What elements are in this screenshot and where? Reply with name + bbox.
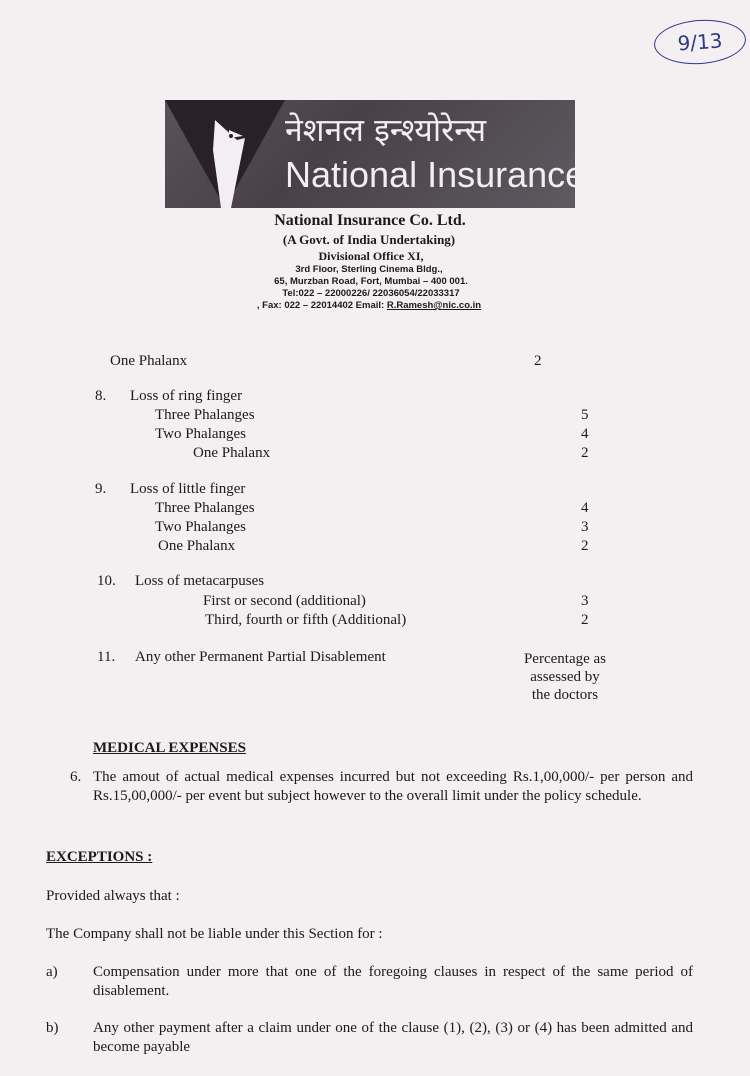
address-line-2: 65, Murzban Road, Fort, Mumbai – 400 001. (274, 276, 468, 287)
sub-label: Three Phalanges (155, 500, 255, 516)
office-name: Divisional Office XI, (318, 249, 424, 263)
sub-value: 2 (581, 612, 589, 628)
item-label: Any other Permanent Partial Disablement (135, 649, 386, 665)
exception-text: Compensation under more that one of the foregoing clauses in respect of the same period of disablement. (93, 964, 693, 999)
logo-english-text: National Insurance (285, 154, 586, 195)
item-label: Loss of little finger (130, 481, 246, 497)
address-line-1: 3rd Floor, Sterling Cinema Bldg., (295, 264, 443, 275)
sub-value: 4 (581, 426, 589, 442)
peacock-logo-icon (165, 100, 295, 208)
exception-number: a) (46, 964, 58, 980)
logo-hindi-text: नेशनल इन्श्योरेन्स (285, 111, 487, 149)
telephone: Tel:022 – 22000226/ 22036054/22033317 (282, 288, 460, 299)
page-number-stamp: 9/13 (653, 17, 748, 67)
fax-email-line: , Fax: 022 – 22014402 Email: R.Ramesh@nic.co.in (256, 300, 482, 311)
sub-label: Two Phalanges (155, 519, 247, 535)
email-link[interactable]: R.Ramesh@nic.co.in (386, 300, 482, 311)
sub-label: Two Phalanges (155, 426, 247, 442)
company-subtitle: (A Govt. of India Undertaking) (282, 232, 456, 247)
exception-number: b) (46, 1020, 59, 1036)
sub-value: 2 (581, 538, 589, 554)
item-label: One Phalanx (110, 353, 188, 369)
item-value: 2 (534, 353, 542, 369)
item-value-line: Percentage as (523, 651, 607, 667)
sub-value: 2 (581, 445, 589, 461)
sub-label: Third, fourth or fifth (Additional) (205, 612, 407, 628)
item-number: 9. (95, 481, 107, 497)
sub-value: 3 (581, 593, 589, 609)
provided-text: Provided always that : (46, 888, 180, 904)
item-number: 11. (97, 649, 116, 665)
sub-value: 3 (581, 519, 589, 535)
sub-value: 5 (581, 407, 589, 423)
exceptions-intro: The Company shall not be liable under this Section for : (46, 926, 383, 942)
item-number: 10. (97, 573, 116, 589)
item-value-line: assessed by (530, 669, 600, 685)
exceptions-heading: EXCEPTIONS : (46, 849, 153, 865)
item-label: Loss of metacarpuses (135, 573, 265, 589)
sub-value: 4 (581, 500, 589, 516)
item-number: 8. (95, 388, 107, 404)
item-label: Loss of ring finger (130, 388, 243, 404)
sub-label: First or second (additional) (203, 593, 366, 609)
paragraph-number: 6. (70, 769, 82, 785)
company-name: National Insurance Co. Ltd. (274, 212, 466, 229)
company-logo (165, 100, 586, 208)
medical-expenses-text: The amout of actual medical expenses incurred but not exceeding Rs.1,00,000/- per person and Rs.15,00,000/- per event but subject however to the overall limit under the policy schedule. (93, 769, 693, 804)
sub-label: Three Phalanges (155, 407, 255, 423)
sub-label: One Phalanx (193, 445, 271, 461)
sub-label: One Phalanx (158, 538, 236, 554)
exception-text: Any other payment after a claim under one of the clause (1), (2), (3) or (4) has been admitted and become payable (93, 1020, 693, 1055)
item-value-line: the doctors (531, 687, 599, 703)
medical-expenses-heading: MEDICAL EXPENSES (93, 740, 246, 756)
